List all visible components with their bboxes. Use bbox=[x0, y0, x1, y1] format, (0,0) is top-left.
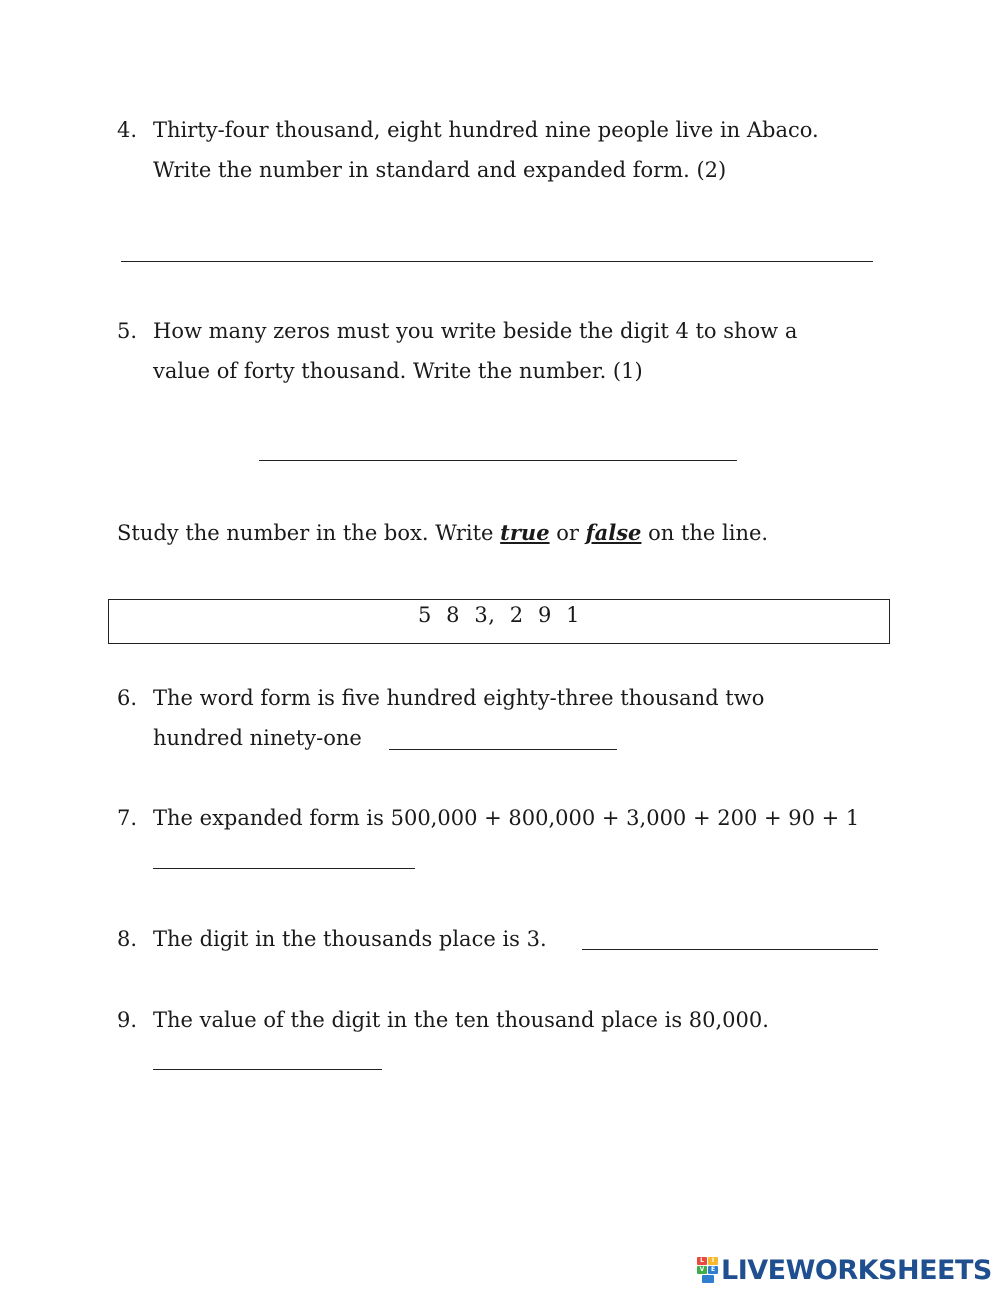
answer-line-q6[interactable] bbox=[389, 749, 617, 750]
logo-cube-base bbox=[702, 1275, 714, 1283]
instructions-before: Study the number in the box. Write bbox=[117, 521, 501, 545]
question-6-number: 6. bbox=[117, 686, 138, 710]
question-8-number: 8. bbox=[117, 927, 138, 951]
logo-text: LIVEWORKSHEETS bbox=[721, 1254, 992, 1286]
true-word: true bbox=[500, 520, 550, 545]
instructions-after: on the line. bbox=[641, 521, 769, 545]
question-4-line-1: Thirty-four thousand, eight hundred nine people live in Abaco. bbox=[153, 118, 819, 142]
question-5-number: 5. bbox=[117, 319, 138, 343]
question-4-number: 4. bbox=[117, 118, 138, 142]
question-5-line-1: How many zeros must you write beside the digit 4 to show a bbox=[153, 319, 798, 343]
question-9-line-1: The value of the digit in the ten thousand place is 80,000. bbox=[153, 1008, 769, 1032]
answer-line-q7[interactable] bbox=[153, 868, 415, 869]
answer-line-q4[interactable] bbox=[121, 261, 873, 262]
instructions bbox=[117, 520, 768, 545]
logo-cube-e: E bbox=[708, 1266, 718, 1274]
answer-line-q9[interactable] bbox=[153, 1069, 382, 1070]
question-6-line-1: The word form is five hundred eighty-three thousand two bbox=[153, 686, 765, 710]
logo-cube-l: L bbox=[697, 1257, 707, 1265]
liveworksheets-logo bbox=[697, 1254, 992, 1286]
question-4-line-2: Write the number in standard and expanded form. (2) bbox=[153, 158, 727, 182]
question-9-number: 9. bbox=[117, 1008, 138, 1032]
question-8-line-1: The digit in the thousands place is 3. bbox=[153, 927, 547, 951]
question-7-number: 7. bbox=[117, 806, 138, 830]
question-6-line-2: hundred ninety-one bbox=[153, 726, 362, 750]
logo-cube-v: V bbox=[697, 1266, 707, 1274]
logo-cube-i: I bbox=[708, 1257, 718, 1265]
answer-line-q8[interactable] bbox=[582, 949, 878, 950]
number-box-value: 5 8 3, 2 9 1 bbox=[417, 603, 581, 627]
question-7-line-1: The expanded form is 500,000 + 800,000 + 3,000 + 200 + 90 + 1 bbox=[153, 806, 860, 830]
answer-line-q5[interactable] bbox=[259, 460, 737, 461]
instructions-middle: or bbox=[549, 521, 586, 545]
false-word: false bbox=[585, 520, 642, 545]
logo-cubes-icon bbox=[697, 1257, 719, 1283]
number-box bbox=[108, 599, 890, 644]
question-5-line-2: value of forty thousand. Write the number. (1) bbox=[153, 359, 643, 383]
